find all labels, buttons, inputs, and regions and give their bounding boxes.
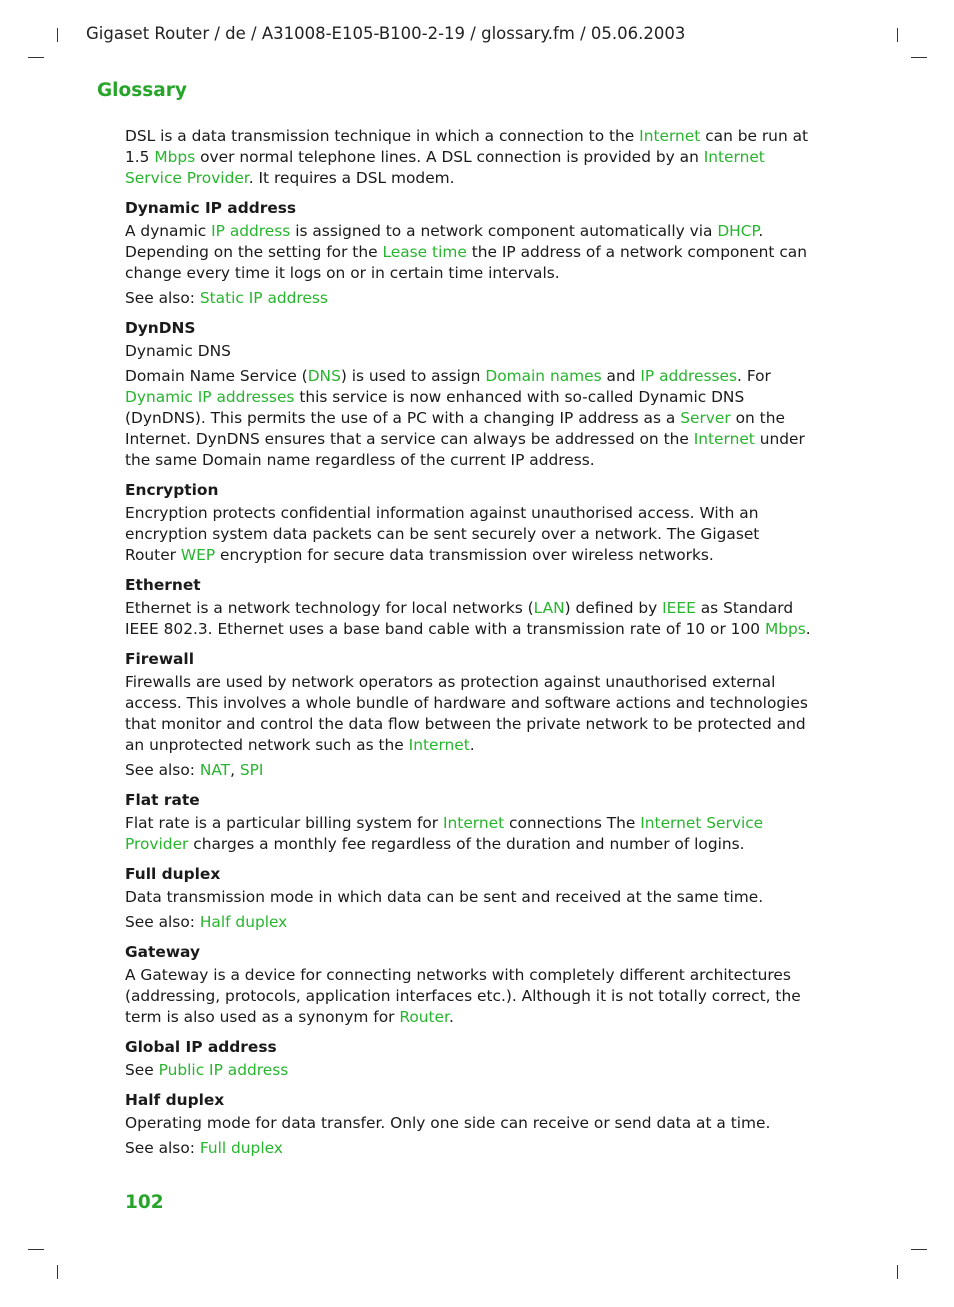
link-ieee[interactable]: IEEE: [662, 599, 696, 617]
crop-mark: [897, 1265, 898, 1279]
definition: [125, 503, 815, 566]
text-run: connections The: [504, 814, 641, 832]
section-title: Glossary: [97, 80, 187, 101]
link-full-duplex[interactable]: Full duplex: [199, 1139, 283, 1157]
link-public-ip-address[interactable]: Public IP address: [158, 1061, 289, 1079]
see-also: [125, 760, 815, 781]
link-wep[interactable]: WEP: [180, 546, 216, 564]
term-heading: Gateway: [125, 943, 200, 961]
text-run: the IP address of a network component can change every time it logs on or in certain time intervals.: [125, 243, 807, 282]
crop-mark: [897, 28, 898, 42]
text-run: Firewalls are used by network operators as protection against unauthorised external access. This involves a whole bundle of hardware and software actions and technologies that monitor and control the data flow between the private network to be protected and an unprotected network such as the: [125, 673, 808, 754]
link-mbps[interactable]: Mbps: [764, 620, 806, 638]
link-dns[interactable]: DNS: [307, 367, 341, 385]
text-run: as Standard IEEE 802.3. Ethernet uses a base band cable with a transmission rate of 10 or 100: [125, 599, 794, 638]
text-run: Ethernet is a network technology for local networks (: [125, 599, 534, 617]
link-internet-service-provider[interactable]: Internet Service Provider: [125, 148, 765, 187]
link-internet[interactable]: Internet: [639, 127, 701, 145]
definition: [125, 965, 815, 1028]
link-mbps[interactable]: Mbps: [154, 148, 196, 166]
term-heading: Encryption: [125, 481, 219, 499]
see-also: [125, 912, 815, 933]
text-run: encryption for secure data transmission over wireless networks.: [215, 546, 714, 564]
text-run: . For: [737, 367, 771, 385]
link-lan[interactable]: LAN: [533, 599, 565, 617]
text-run: .: [448, 1008, 454, 1026]
text-run: .: [805, 620, 811, 638]
term-heading: Flat rate: [125, 791, 200, 809]
glossary-body: [125, 126, 815, 1163]
text-run: Encryption protects confidential information against unauthorised access. With an encryption system data packets can be sent securely over a network. The Gigaset Router: [125, 504, 760, 564]
term-heading: Full duplex: [125, 865, 221, 883]
intro-paragraph: [125, 126, 815, 189]
text-run: ) defined by: [564, 599, 663, 617]
crop-mark: [57, 1265, 58, 1279]
link-nat[interactable]: NAT: [199, 761, 231, 779]
text-run: . Depending on the setting for the: [125, 222, 764, 261]
text-run: under the same Domain name regardless of the current IP address.: [125, 430, 805, 469]
definition: [125, 221, 815, 284]
text-run: on the Internet. DynDNS ensures that a service can always be addressed on the: [125, 409, 785, 448]
definition: Operating mode for data transfer. Only one side can receive or send data at a time.: [125, 1114, 771, 1132]
see-also: [125, 1060, 815, 1081]
definition: Data transmission mode in which data can be sent and received at the same time.: [125, 888, 764, 906]
link-router[interactable]: Router: [399, 1008, 449, 1026]
text-run: is assigned to a network component automatically via: [290, 222, 718, 240]
see-also-label: See also:: [125, 1139, 200, 1157]
link-internet-service-provider[interactable]: Internet Service Provider: [125, 814, 764, 853]
text-run: this service is now enhanced with so-called Dynamic DNS (DynDNS). This permits the use of a PC with a changing IP address as a: [125, 388, 745, 427]
link-dhcp[interactable]: DHCP: [717, 222, 759, 240]
link-lease-time[interactable]: Lease time: [382, 243, 467, 261]
text-run: over normal telephone lines. A DSL connection is provided by an: [195, 148, 704, 166]
link-internet[interactable]: Internet: [408, 736, 470, 754]
link-server[interactable]: Server: [680, 409, 731, 427]
link-half-duplex[interactable]: Half duplex: [199, 913, 288, 931]
separator: ,: [230, 761, 240, 779]
definition: [125, 813, 815, 855]
see-also-label: See also:: [125, 289, 200, 307]
link-internet[interactable]: Internet: [693, 430, 755, 448]
text-run: Domain Name Service (: [125, 367, 308, 385]
link-domain-names[interactable]: Domain names: [485, 367, 602, 385]
link-dynamic-ip-addresses[interactable]: Dynamic IP addresses: [125, 388, 295, 406]
term-heading: Half duplex: [125, 1091, 225, 1109]
definition: [125, 672, 815, 756]
term-heading: Global IP address: [125, 1038, 277, 1056]
crop-mark: [57, 28, 58, 42]
page-number: 102: [125, 1192, 164, 1213]
link-ip-addresses[interactable]: IP addresses: [640, 367, 738, 385]
link-internet[interactable]: Internet: [443, 814, 505, 832]
text-run: and: [601, 367, 641, 385]
crop-mark: [911, 1249, 927, 1250]
text-run: ) is used to assign: [340, 367, 486, 385]
text-run: can be run at 1.5: [125, 127, 809, 166]
crop-mark: [28, 57, 44, 58]
see-also: [125, 1138, 815, 1159]
see-label: See: [125, 1061, 159, 1079]
text-run: Flat rate is a particular billing system for: [125, 814, 444, 832]
link-spi[interactable]: SPI: [239, 761, 264, 779]
term-expansion: Dynamic DNS: [125, 342, 231, 360]
term-heading: Ethernet: [125, 576, 201, 594]
see-also: [125, 288, 815, 309]
definition: [125, 598, 815, 640]
see-also-label: See also:: [125, 761, 200, 779]
definition: [125, 366, 815, 471]
text-run: DSL is a data transmission technique in which a connection to the: [125, 127, 640, 145]
text-run: . It requires a DSL modem.: [248, 169, 455, 187]
text-run: A dynamic: [125, 222, 212, 240]
running-header: Gigaset Router / de / A31008-E105-B100-2-19 / glossary.fm / 05.06.2003: [86, 24, 686, 43]
link-static-ip-address[interactable]: Static IP address: [199, 289, 328, 307]
text-run: A Gateway is a device for connecting networks with completely different architectures (addressing, protocols, application interfaces etc.). Although it is not totally correct, the term is also used as a synonym for: [125, 966, 801, 1026]
term-heading: Firewall: [125, 650, 194, 668]
text-run: charges a monthly fee regardless of the duration and number of logins.: [188, 835, 745, 853]
crop-mark: [28, 1249, 44, 1250]
term-heading: DynDNS: [125, 319, 196, 337]
crop-mark: [911, 57, 927, 58]
see-also-label: See also:: [125, 913, 200, 931]
term-heading: Dynamic IP address: [125, 199, 297, 217]
link-ip-address[interactable]: IP address: [211, 222, 291, 240]
text-run: .: [469, 736, 475, 754]
